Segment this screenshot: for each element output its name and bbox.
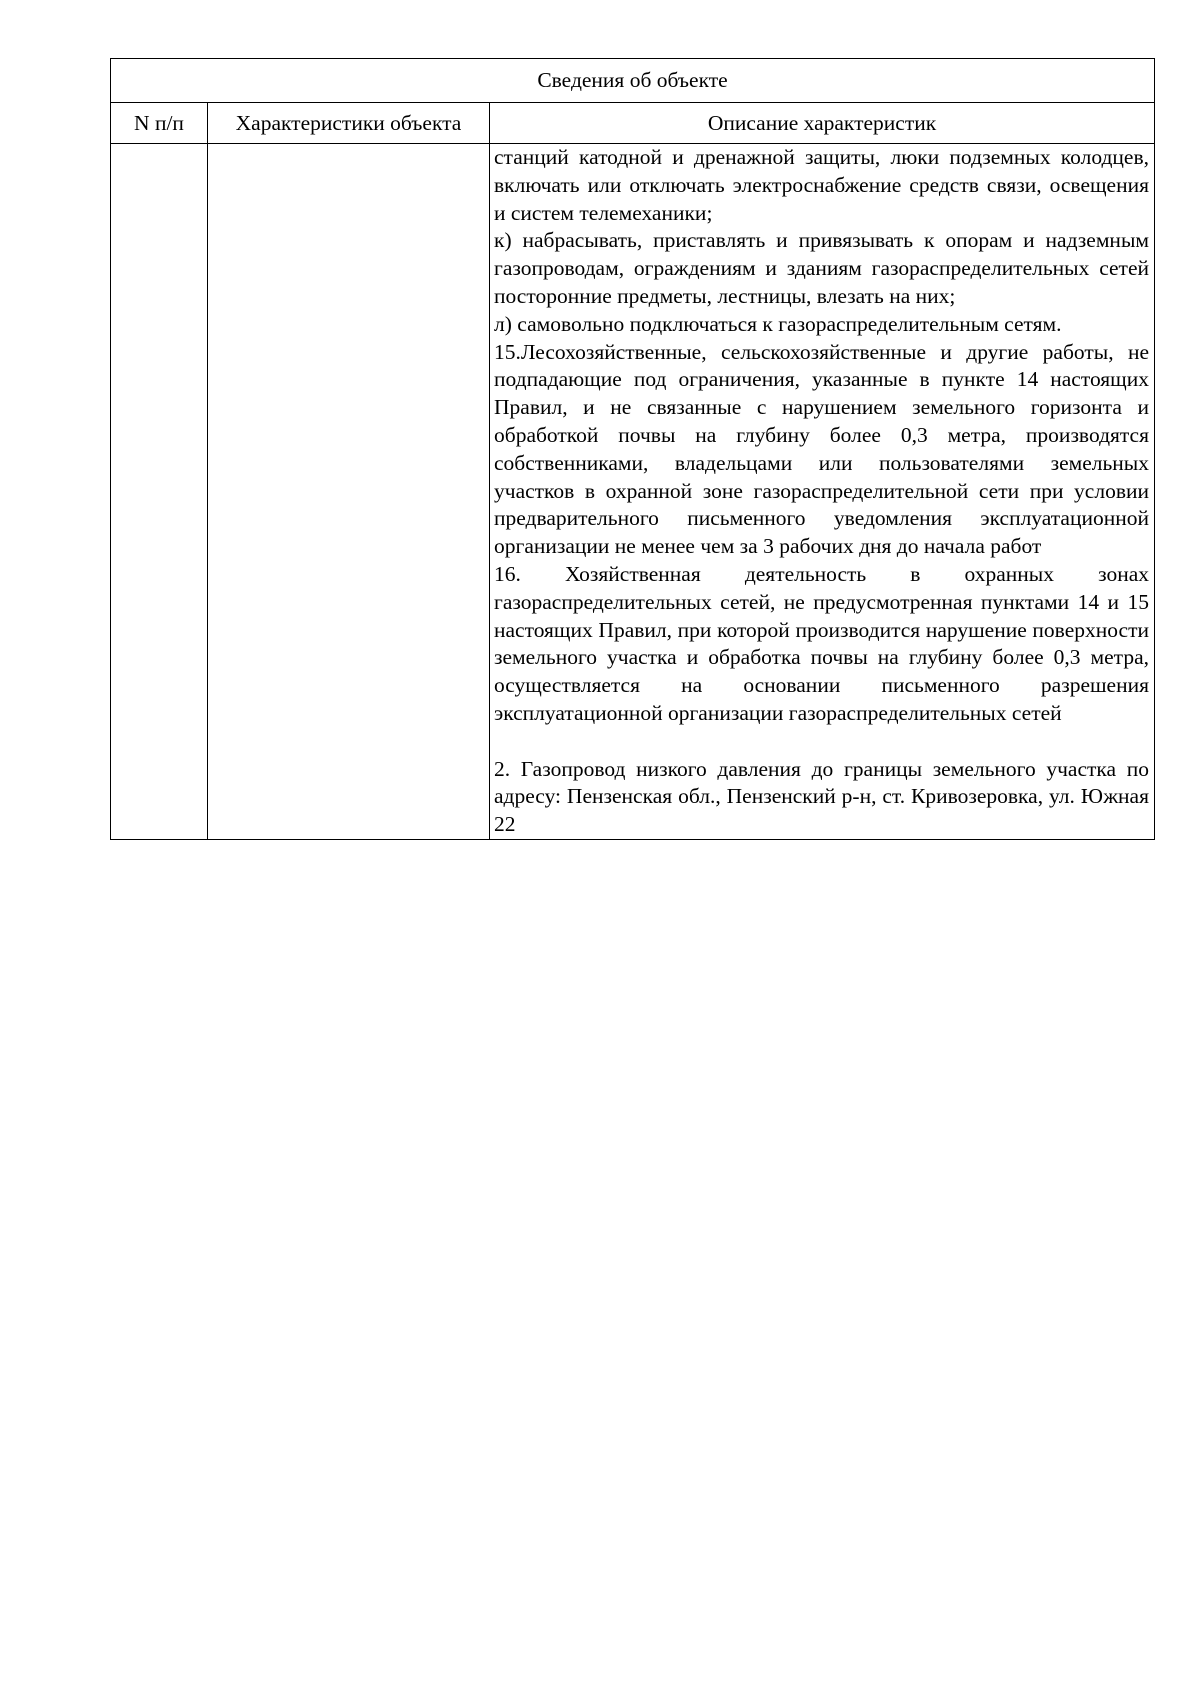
header-description: Описание характеристик bbox=[490, 103, 1155, 144]
description-paragraph: л) самовольно подключаться к газораспределительным сетям. bbox=[494, 311, 1062, 336]
table-title-row bbox=[111, 59, 1155, 103]
cell-characteristic bbox=[208, 144, 490, 840]
table-header-row bbox=[111, 103, 1155, 144]
header-characteristics: Характеристики объекта bbox=[208, 103, 490, 144]
cell-number bbox=[111, 144, 208, 840]
table-title: Сведения об объекте bbox=[111, 59, 1155, 103]
cell-description bbox=[490, 144, 1155, 840]
description-paragraph: станций катодной и дренажной защиты, люки подземных колодцев, включать или отключать электроснабжение средств связи, освещения и систем телемеханики; bbox=[494, 145, 1149, 225]
table-row bbox=[111, 144, 1155, 840]
paragraph-spacer bbox=[494, 728, 1149, 756]
object-info-table bbox=[110, 58, 1155, 840]
object-item: 2. Газопровод низкого давления до границы земельного участка по адресу: Пензенская обл., Пензенский р-н, ст. Кривозеровка, ул. Южная 22 bbox=[494, 756, 1149, 837]
description-paragraph: 16. Хозяйственная деятельность в охранных зонах газораспределительных сетей, не предусмотренная пунктами 14 и 15 настоящих Правил, при которой производится нарушение поверхности земельного участка и обработка почвы на глубину более 0,3 метра, осуществляется на основании письменного разрешения эксплуатационной организации газораспределительных сетей bbox=[494, 561, 1149, 725]
header-number: N п/п bbox=[111, 103, 208, 144]
description-paragraph: 15.Лесохозяйственные, сельскохозяйственные и другие работы, не подпадающие под ограничения, указанные в пункте 14 настоящих Правил, и не связанные с нарушением земельного горизонта и обработкой почвы на глубину более 0,3 метра, производятся собственниками, владельцами или пользователями земельных участков в охранной зоне газораспределительной сети при условии предварительного письменного уведомления эксплуатационной организации не менее чем за 3 рабочих дня до начала работ bbox=[494, 339, 1149, 559]
description-paragraph: к) набрасывать, приставлять и привязывать к опорам и надземным газопроводам, ограждениям и зданиям газораспределительных сетей посторонние предметы, лестницы, влезать на них; bbox=[494, 228, 1149, 308]
